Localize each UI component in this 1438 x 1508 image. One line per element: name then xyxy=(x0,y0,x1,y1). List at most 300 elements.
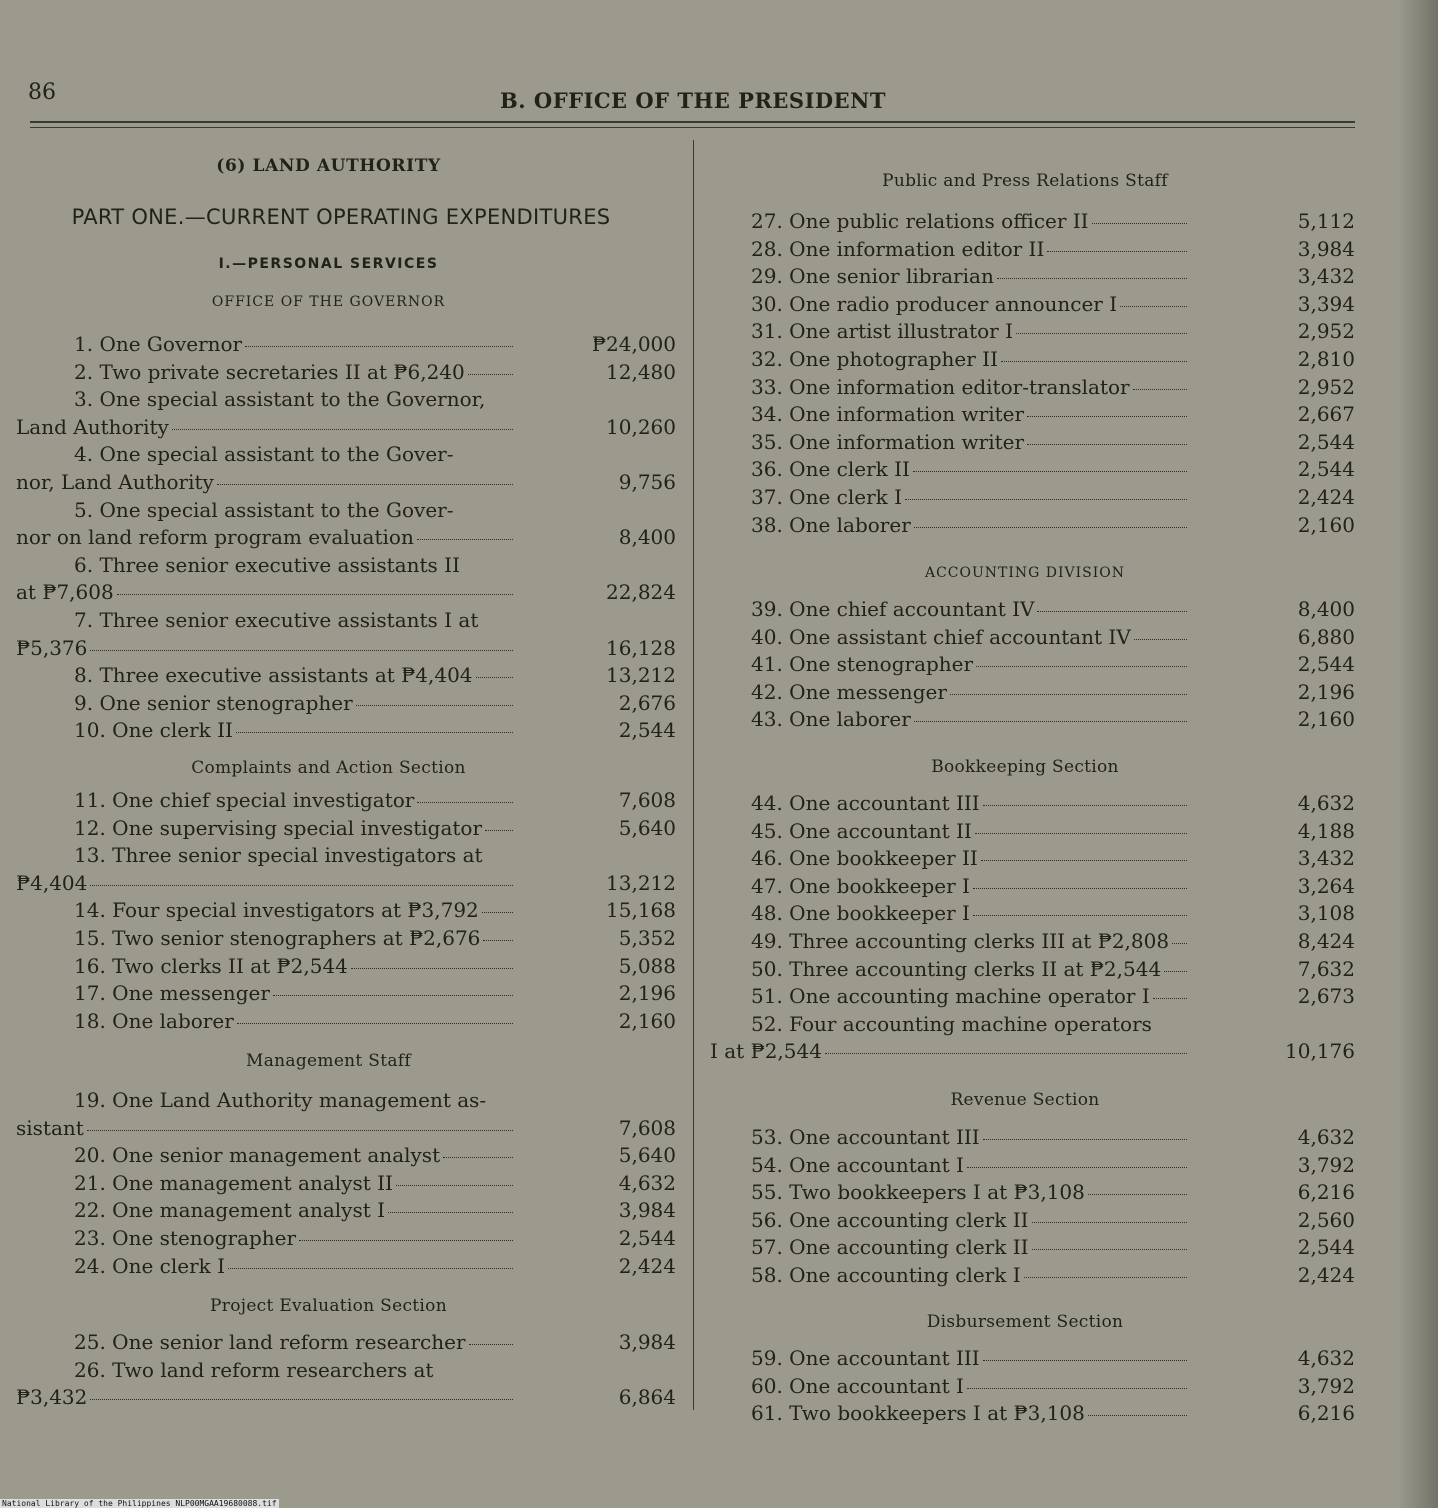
dot-leader xyxy=(469,1344,513,1345)
line-item-description xyxy=(74,1086,516,1114)
line-item-description xyxy=(16,1383,516,1411)
line-item-continuation-text: Land Authority xyxy=(16,414,169,439)
line-item-text: One Governor xyxy=(99,332,243,356)
line-item-description xyxy=(74,496,516,524)
line-item-description xyxy=(74,358,516,386)
line-item-text: One accounting clerk II xyxy=(789,1235,1029,1260)
dot-leader xyxy=(825,1053,1187,1054)
line-item-description xyxy=(74,1356,516,1384)
complaints-heading: Complaints and Action Section xyxy=(191,758,466,778)
line-item-number: 13. xyxy=(74,843,113,868)
dot-leader xyxy=(967,1388,1187,1389)
dot-leader xyxy=(983,805,1187,806)
line-item-description xyxy=(751,400,1190,428)
line-item-text: One clerk I xyxy=(112,1253,226,1278)
disbursement-heading: Disbursement Section xyxy=(926,1312,1124,1332)
line-item-number: 31. xyxy=(751,319,790,344)
line-item-amount: 4,188 xyxy=(1297,818,1355,843)
revenue-heading: Revenue Section xyxy=(950,1090,1100,1110)
line-item-number: 11. xyxy=(74,788,113,812)
line-item-number: 49. xyxy=(751,929,790,953)
line-item-number: 44. xyxy=(751,791,790,815)
line-item-amount: 5,088 xyxy=(618,953,676,978)
line-item-description xyxy=(74,551,516,579)
dot-leader xyxy=(396,1185,513,1186)
line-item-number: 26. xyxy=(74,1357,113,1382)
line-item-text: One bookkeeper I xyxy=(789,873,970,898)
dot-leader xyxy=(983,1360,1187,1361)
dot-leader xyxy=(485,830,513,831)
dot-leader xyxy=(1027,416,1187,417)
line-item-text: One information editor-translator xyxy=(789,374,1130,399)
line-item-amount: 5,640 xyxy=(618,1143,676,1168)
line-item-number: 43. xyxy=(751,707,790,732)
line-item-description xyxy=(16,413,516,441)
line-item-number: 19. xyxy=(74,1088,113,1112)
line-item-amount: 2,544 xyxy=(1297,652,1355,677)
line-item-text: One accounting machine operator I xyxy=(789,984,1150,1009)
line-item-number: 47. xyxy=(751,873,790,898)
line-item-amount: 4,632 xyxy=(1297,791,1355,815)
line-item-text: One bookkeeper II xyxy=(789,846,978,871)
dot-leader xyxy=(1134,639,1187,640)
line-item-description xyxy=(751,1178,1190,1206)
header-rule-thin xyxy=(30,127,1355,128)
line-item-text: One laborer xyxy=(789,707,911,732)
line-item-number: 6. xyxy=(74,552,100,577)
line-item-amount: 2,544 xyxy=(1297,1235,1355,1260)
line-item-amount: 2,544 xyxy=(618,718,676,743)
line-item-description xyxy=(751,899,1190,927)
line-item-text: One messenger xyxy=(789,679,947,704)
line-item-amount: 2,544 xyxy=(1297,429,1355,454)
line-item-amount: 8,400 xyxy=(618,525,676,550)
line-item-number: 54. xyxy=(751,1152,790,1177)
line-item-amount: 3,792 xyxy=(1297,1373,1355,1398)
line-item-amount: 4,632 xyxy=(1297,1346,1355,1370)
line-item-text: One accountant III xyxy=(789,791,980,815)
project-heading: Project Evaluation Section xyxy=(210,1296,447,1316)
dot-leader xyxy=(967,1167,1187,1168)
dot-leader xyxy=(914,721,1187,722)
dot-leader xyxy=(483,940,513,941)
line-item-continuation-text: ₱4,404 xyxy=(16,870,88,895)
line-item-number: 55. xyxy=(751,1180,790,1205)
line-item-amount: 2,673 xyxy=(1297,984,1355,1009)
line-item-number: 42. xyxy=(751,679,790,704)
line-item-text: One radio producer announcer I xyxy=(789,291,1118,316)
line-item-continuation-text: sistant xyxy=(16,1115,84,1140)
line-item-description xyxy=(751,705,1190,733)
dot-leader xyxy=(273,995,513,996)
line-item-description xyxy=(74,952,516,980)
office-governor-heading: OFFICE OF THE GOVERNOR xyxy=(211,294,446,310)
line-item-amount: 8,424 xyxy=(1297,929,1355,953)
line-item-number: 46. xyxy=(751,846,790,871)
line-item-amount: 2,160 xyxy=(1297,707,1355,732)
line-item-number: 1. xyxy=(74,332,100,356)
line-item-number: 50. xyxy=(751,956,790,981)
line-item-description xyxy=(16,578,516,606)
line-item-amount: 3,108 xyxy=(1297,901,1355,926)
dot-leader xyxy=(950,694,1187,695)
line-item-amount: 5,640 xyxy=(618,815,676,840)
bookkeeping-heading: Bookkeeping Section xyxy=(931,757,1119,777)
dot-leader xyxy=(443,1157,513,1158)
line-item-amount: 7,632 xyxy=(1297,956,1355,981)
line-item-number: 40. xyxy=(751,624,790,649)
line-item-description xyxy=(751,345,1190,373)
page-number: 86 xyxy=(28,80,56,105)
line-item-number: 45. xyxy=(751,818,790,843)
line-item-description xyxy=(74,1196,516,1224)
line-item-amount: 6,864 xyxy=(618,1385,676,1410)
dot-leader xyxy=(1153,998,1187,999)
line-item-number: 10. xyxy=(74,718,113,743)
line-item-text: One accountant III xyxy=(789,1125,980,1149)
line-item-description xyxy=(751,650,1190,678)
line-item-text: One information writer xyxy=(789,402,1025,427)
line-item-amount: 15,168 xyxy=(606,898,676,923)
line-item-text: One accountant I xyxy=(789,1152,964,1177)
line-item-description xyxy=(751,1344,1190,1372)
line-item-text: One stenographer xyxy=(789,652,974,677)
dot-leader xyxy=(388,1212,513,1213)
line-item-amount: 3,432 xyxy=(1297,846,1355,871)
line-item-description xyxy=(751,982,1190,1010)
line-item-text: One laborer xyxy=(789,512,911,537)
line-item-text: One information writer xyxy=(789,429,1025,454)
line-item-description xyxy=(751,678,1190,706)
personal-services-heading: I.—PERSONAL SERVICES xyxy=(218,256,439,272)
line-item-number: 17. xyxy=(74,981,113,1006)
dot-leader xyxy=(217,484,513,485)
line-item-number: 21. xyxy=(74,1170,113,1195)
line-item-text: Three senior executive assistants I at xyxy=(99,608,479,632)
line-item-text: One clerk II xyxy=(112,718,233,743)
line-item-amount: 2,196 xyxy=(1297,679,1355,704)
line-item-description xyxy=(751,1233,1190,1261)
line-item-text: Two private secretaries II at ₱6,240 xyxy=(99,359,465,384)
line-item-description xyxy=(751,927,1190,955)
line-item-description xyxy=(751,511,1190,539)
line-item-text: One management analyst I xyxy=(112,1198,386,1223)
dot-leader xyxy=(299,1240,513,1241)
line-item-amount: 2,667 xyxy=(1297,402,1355,427)
line-item-amount: 4,632 xyxy=(618,1170,676,1195)
column-divider xyxy=(693,140,694,1410)
line-item-number: 12. xyxy=(74,815,113,840)
line-item-description xyxy=(751,817,1190,845)
line-item-description xyxy=(74,689,516,717)
dot-leader xyxy=(90,885,513,886)
dot-leader xyxy=(245,346,513,347)
line-item-description xyxy=(751,1206,1190,1234)
line-item-number: 8. xyxy=(74,663,100,688)
line-item-description xyxy=(74,1252,516,1280)
line-item-description xyxy=(751,262,1190,290)
line-item-description xyxy=(16,523,516,551)
line-item-text: Four special investigators at ₱3,792 xyxy=(112,898,479,923)
line-item-amount: 6,216 xyxy=(1297,1180,1355,1205)
line-item-amount: 12,480 xyxy=(606,359,676,384)
dot-leader xyxy=(228,1268,513,1269)
line-item-description xyxy=(74,979,516,1007)
part-title: PART ONE.—CURRENT OPERATING EXPENDITURES xyxy=(71,205,611,229)
line-item-text: One senior land reform researcher xyxy=(112,1330,466,1354)
line-item-text: One artist illustrator I xyxy=(789,319,1013,344)
line-item-amount: 2,952 xyxy=(1297,319,1355,344)
line-item-text: One senior stenographer xyxy=(99,690,353,715)
dot-leader xyxy=(1027,444,1187,445)
line-item-text: One supervising special investigator xyxy=(112,815,483,840)
dot-leader xyxy=(417,539,513,540)
line-item-text: One stenographer xyxy=(112,1226,297,1250)
line-item-text: Two bookkeepers I at ₱3,108 xyxy=(789,1180,1085,1205)
line-item-number: 60. xyxy=(751,1373,790,1398)
line-item-description xyxy=(751,483,1190,511)
line-item-text: One management analyst II xyxy=(112,1170,393,1195)
line-item-number: 35. xyxy=(751,429,790,454)
line-item-text: Two clerks II at ₱2,544 xyxy=(112,953,348,978)
line-item-continuation-text: ₱3,432 xyxy=(16,1385,88,1410)
dot-leader xyxy=(1001,361,1187,362)
dot-leader xyxy=(975,833,1187,834)
dot-leader xyxy=(87,1130,513,1131)
line-item-text: One information editor II xyxy=(789,236,1045,261)
line-item-amount: 3,264 xyxy=(1297,873,1355,898)
line-item-description xyxy=(751,595,1190,623)
line-item-text: Three executive assistants at ₱4,404 xyxy=(99,663,473,688)
line-item-text: One clerk I xyxy=(789,485,903,509)
line-item-amount: 2,424 xyxy=(1297,485,1355,509)
line-item-description xyxy=(16,468,516,496)
line-item-amount: 5,112 xyxy=(1297,209,1355,233)
line-item-description xyxy=(74,896,516,924)
management-heading: Management Staff xyxy=(246,1051,411,1071)
line-item-amount: 2,544 xyxy=(1297,457,1355,482)
line-item-number: 2. xyxy=(74,359,100,384)
line-item-amount: 7,608 xyxy=(618,1115,676,1140)
line-item-amount: 10,176 xyxy=(1285,1039,1355,1064)
dot-leader xyxy=(1172,943,1187,944)
line-item-number: 18. xyxy=(74,1008,113,1033)
line-item-continuation-text: nor on land reform program evaluation xyxy=(16,525,414,550)
footer-caption: National Library of the Philippines NLP00MGAA19680088.tif xyxy=(2,1499,277,1508)
line-item-number: 39. xyxy=(751,597,790,621)
line-item-text: One public relations officer II xyxy=(789,209,1089,233)
line-item-continuation-text: at ₱7,608 xyxy=(16,580,114,605)
line-item-number: 56. xyxy=(751,1207,790,1232)
line-item-text: Four accounting machine operators xyxy=(789,1011,1152,1036)
line-item-number: 24. xyxy=(74,1253,113,1278)
line-item-description xyxy=(74,330,516,358)
line-item-amount: 5,352 xyxy=(618,926,676,950)
line-item-number: 34. xyxy=(751,402,790,427)
dot-leader xyxy=(90,650,513,651)
line-item-description xyxy=(74,1007,516,1035)
line-item-number: 5. xyxy=(74,497,100,522)
line-item-amount: 6,216 xyxy=(1297,1401,1355,1426)
dot-leader xyxy=(1092,223,1187,224)
line-item-description xyxy=(751,290,1190,318)
dot-leader xyxy=(1024,1277,1187,1278)
line-item-description xyxy=(74,814,516,842)
line-item-text: Three accounting clerks III at ₱2,808 xyxy=(789,929,1170,953)
line-item-description xyxy=(74,786,516,814)
line-item-amount: 8,400 xyxy=(1297,597,1355,621)
line-item-text: One special assistant to the Governor, xyxy=(99,387,486,412)
line-item-amount: 7,608 xyxy=(618,788,676,812)
line-item-continuation-text: I at ₱2,544 xyxy=(710,1039,822,1064)
dot-leader xyxy=(1016,333,1187,334)
dot-leader xyxy=(237,1023,513,1024)
dot-leader xyxy=(356,705,513,706)
line-item-number: 23. xyxy=(74,1226,113,1250)
line-item-number: 51. xyxy=(751,984,790,1009)
line-item-description xyxy=(751,1261,1190,1289)
line-item-description xyxy=(74,661,516,689)
line-item-amount: 2,196 xyxy=(618,981,676,1006)
page-edge-shadow xyxy=(1398,0,1438,1508)
line-item-number: 37. xyxy=(751,485,790,509)
line-item-amount: 13,212 xyxy=(606,663,676,688)
accounting-division-heading: ACCOUNTING DIVISION xyxy=(924,565,1126,581)
line-item-text: One clerk II xyxy=(789,457,910,482)
line-item-description xyxy=(16,634,516,662)
line-item-text: One accountant I xyxy=(789,1373,964,1398)
dot-leader xyxy=(117,594,513,595)
header-rule xyxy=(30,121,1355,123)
line-item-description xyxy=(74,1169,516,1197)
line-item-description xyxy=(751,872,1190,900)
line-item-number: 3. xyxy=(74,387,100,412)
dot-leader xyxy=(973,888,1187,889)
line-item-amount: 10,260 xyxy=(606,414,676,439)
dot-leader xyxy=(351,968,513,969)
line-item-description xyxy=(74,1328,516,1356)
dot-leader xyxy=(1032,1249,1187,1250)
line-item-text: One messenger xyxy=(112,981,270,1006)
line-item-text: Two bookkeepers I at ₱3,108 xyxy=(789,1401,1085,1426)
line-item-amount: 4,632 xyxy=(1297,1125,1355,1149)
dot-leader xyxy=(468,374,513,375)
line-item-number: 58. xyxy=(751,1263,790,1287)
line-item-amount: ₱24,000 xyxy=(591,332,676,356)
line-item-number: 32. xyxy=(751,347,790,371)
dot-leader xyxy=(482,912,513,913)
line-item-text: Three accounting clerks II at ₱2,544 xyxy=(789,956,1162,981)
line-item-number: 9. xyxy=(74,690,100,715)
line-item-text: One special assistant to the Gover- xyxy=(99,442,454,467)
line-item-amount: 2,952 xyxy=(1297,374,1355,399)
line-item-description xyxy=(751,455,1190,483)
line-item-number: 7. xyxy=(74,608,100,632)
line-item-description xyxy=(751,1123,1190,1151)
section-title: (6) LAND AUTHORITY xyxy=(216,156,441,176)
dot-leader xyxy=(913,471,1187,472)
line-item-number: 33. xyxy=(751,374,790,399)
line-item-description xyxy=(751,1010,1190,1038)
line-item-text: One senior management analyst xyxy=(112,1143,441,1168)
line-item-number: 36. xyxy=(751,457,790,482)
line-item-text: One accounting clerk I xyxy=(789,1263,1021,1287)
line-item-amount: 13,212 xyxy=(606,870,676,895)
line-item-amount: 2,424 xyxy=(1297,1263,1355,1287)
dot-leader xyxy=(417,802,513,803)
line-item-amount: 2,560 xyxy=(1297,1207,1355,1232)
line-item-amount: 3,432 xyxy=(1297,264,1355,289)
running-title: B. OFFICE OF THE PRESIDENT xyxy=(500,88,886,113)
public-relations-heading: Public and Press Relations Staff xyxy=(882,171,1168,191)
line-item-number: 22. xyxy=(74,1198,113,1223)
line-item-number: 25. xyxy=(74,1330,113,1354)
line-item-description xyxy=(16,1114,516,1142)
line-item-description xyxy=(710,1037,1190,1065)
line-item-amount: 16,128 xyxy=(606,635,676,660)
line-item-description xyxy=(16,869,516,897)
line-item-description xyxy=(74,606,516,634)
line-item-description xyxy=(751,373,1190,401)
line-item-description xyxy=(74,1141,516,1169)
line-item-text: One accounting clerk II xyxy=(789,1207,1029,1232)
line-item-amount: 2,160 xyxy=(618,1008,676,1033)
dot-leader xyxy=(172,429,513,430)
dot-leader xyxy=(983,1139,1187,1140)
line-item-description xyxy=(751,428,1190,456)
line-item-text: One laborer xyxy=(112,1008,234,1033)
line-item-text: Two land reform researchers at xyxy=(112,1357,434,1382)
line-item-number: 30. xyxy=(751,291,790,316)
line-item-text: One photographer II xyxy=(789,347,998,371)
line-item-number: 4. xyxy=(74,442,100,467)
line-item-amount: 2,810 xyxy=(1297,347,1355,371)
line-item-text: One bookkeeper I xyxy=(789,901,970,926)
dot-leader xyxy=(997,278,1187,279)
line-item-text: One chief special investigator xyxy=(112,788,415,812)
line-item-text: One Land Authority management as- xyxy=(112,1088,487,1112)
line-item-amount: 3,984 xyxy=(1297,236,1355,261)
dot-leader xyxy=(90,1399,513,1400)
dot-leader xyxy=(1088,1194,1187,1195)
line-item-text: Three senior executive assistants II xyxy=(99,552,460,577)
line-item-text: One chief accountant IV xyxy=(789,597,1035,621)
line-item-number: 20. xyxy=(74,1143,113,1168)
line-item-number: 16. xyxy=(74,953,113,978)
line-item-amount: 2,676 xyxy=(618,690,676,715)
dot-leader xyxy=(973,915,1187,916)
line-item-description xyxy=(74,716,516,744)
line-item-text: One senior librarian xyxy=(789,264,994,289)
line-item-text: One accountant II xyxy=(789,818,972,843)
dot-leader xyxy=(1133,389,1187,390)
dot-leader xyxy=(1037,611,1187,612)
line-item-text: One special assistant to the Gover- xyxy=(99,497,454,522)
line-item-amount: 2,544 xyxy=(618,1226,676,1250)
dot-leader xyxy=(476,677,513,678)
line-item-description xyxy=(751,844,1190,872)
line-item-number: 27. xyxy=(751,209,790,233)
line-item-number: 59. xyxy=(751,1346,790,1370)
line-item-description xyxy=(74,440,516,468)
line-item-number: 29. xyxy=(751,264,790,289)
line-item-number: 15. xyxy=(74,926,113,950)
line-item-description xyxy=(751,1399,1190,1427)
dot-leader xyxy=(1120,306,1187,307)
line-item-number: 48. xyxy=(751,901,790,926)
line-item-amount: 3,984 xyxy=(618,1198,676,1223)
line-item-description xyxy=(751,317,1190,345)
